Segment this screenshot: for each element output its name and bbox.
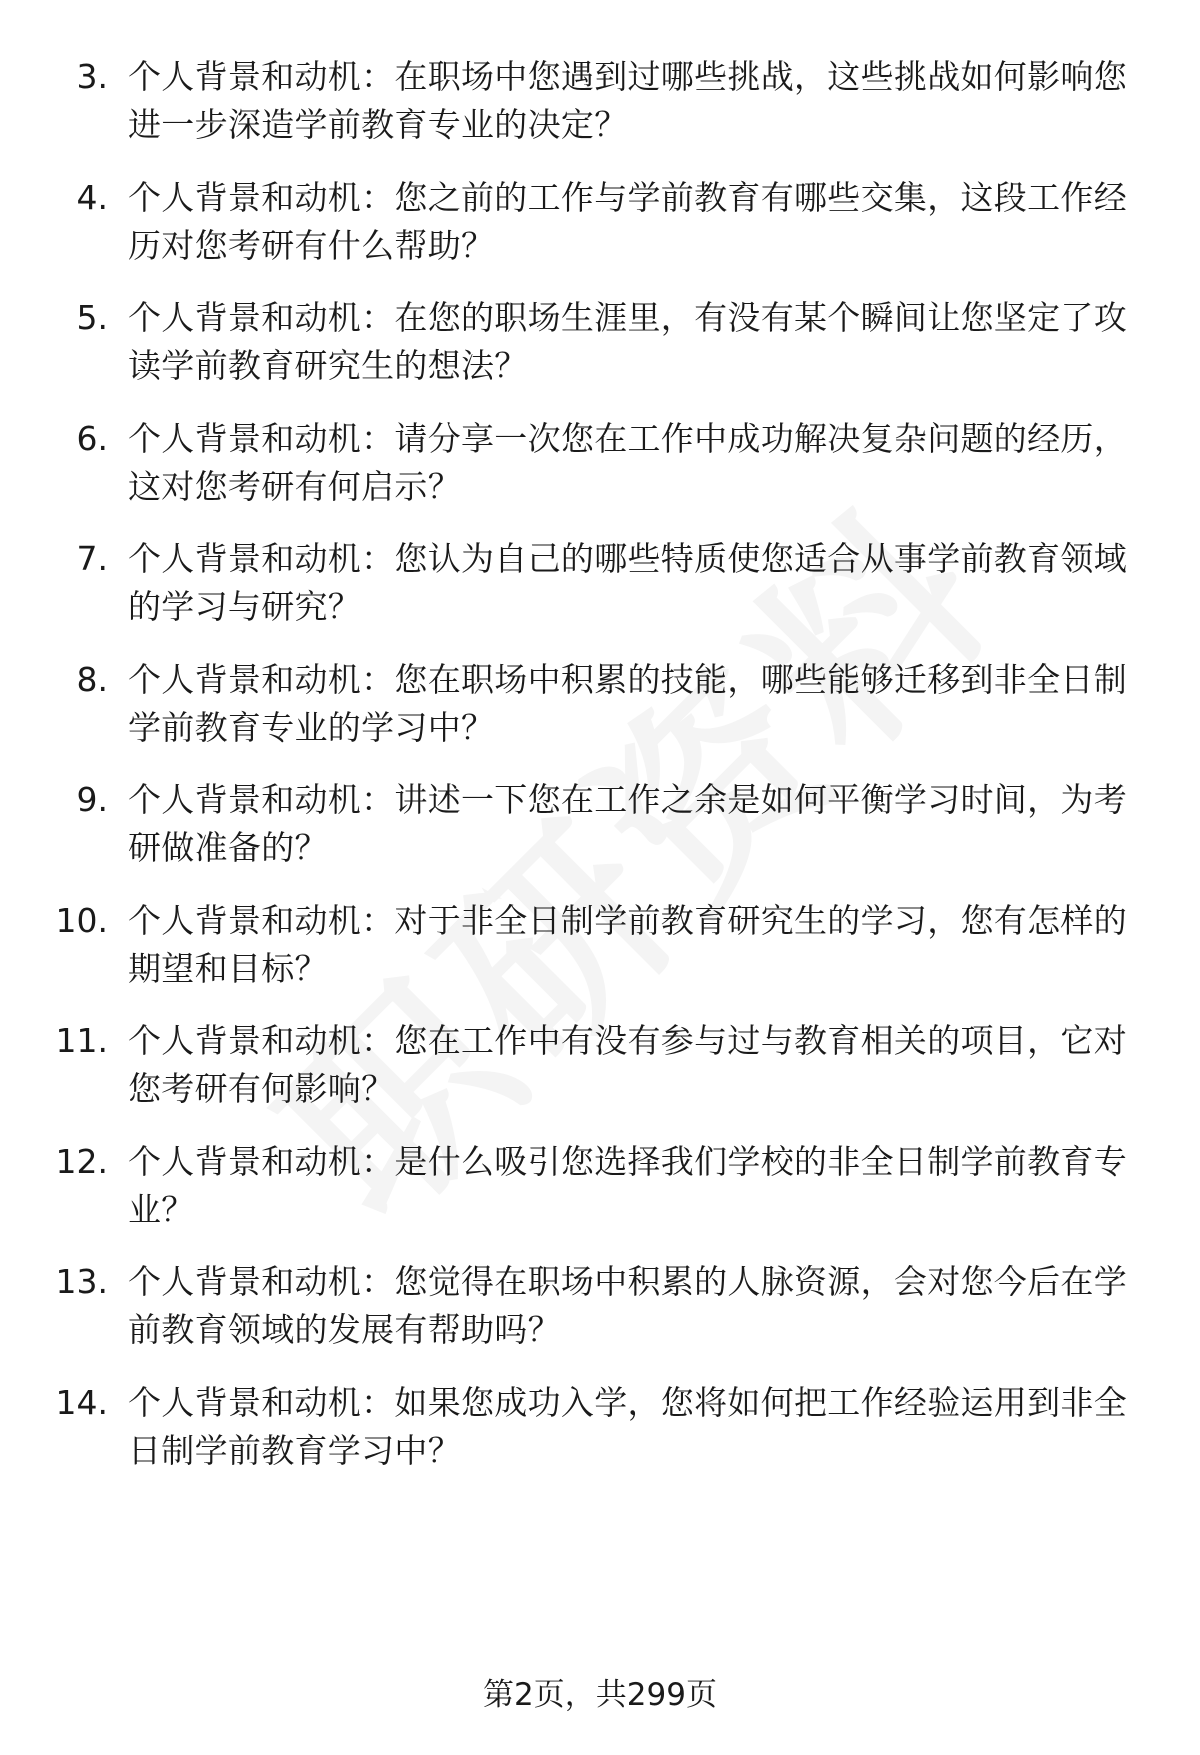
question-list <box>0 53 1200 1499</box>
list-item <box>0 294 1200 415</box>
list-item <box>0 1379 1200 1500</box>
question-number: 9. <box>76 780 108 819</box>
question-number: 11. <box>55 1021 108 1060</box>
list-item <box>0 776 1200 897</box>
list-item <box>0 656 1200 777</box>
list-item <box>0 53 1200 174</box>
question-number: 3. <box>76 57 108 96</box>
list-item <box>0 415 1200 536</box>
question-text: 个人背景和动机：是什么吸引您选择我们学校的非全日制学前教育专业？ <box>128 1141 1127 1229</box>
question-text: 个人背景和动机：请分享一次您在工作中成功解决复杂问题的经历，这对您考研有何启示？ <box>128 418 1127 506</box>
question-text: 个人背景和动机：对于非全日制学前教育研究生的学习，您有怎样的期望和目标？ <box>128 900 1127 988</box>
question-text: 个人背景和动机：如果您成功入学，您将如何把工作经验运用到非全日制学前教育学习中？ <box>128 1382 1127 1470</box>
list-item <box>0 174 1200 295</box>
question-number: 6. <box>76 418 108 458</box>
list-item <box>0 1138 1200 1259</box>
question-text: 个人背景和动机：您之前的工作与学前教育有哪些交集，这段工作经历对您考研有什么帮助？ <box>128 177 1127 265</box>
question-text: 个人背景和动机：在职场中您遇到过哪些挑战，这些挑战如何影响您进一步深造学前教育专业的决定？ <box>128 57 1127 144</box>
list-item <box>0 1017 1200 1138</box>
question-text: 个人背景和动机：您在工作中有没有参与过与教育相关的项目，它对您考研有何影响？ <box>128 1021 1127 1108</box>
question-text: 个人背景和动机：您在职场中积累的技能，哪些能够迁移到非全日制学前教育专业的学习中？ <box>128 659 1127 747</box>
question-number: 5. <box>76 298 108 337</box>
question-number: 8. <box>76 659 108 699</box>
question-text: 个人背景和动机：在您的职场生涯里，有没有某个瞬间让您坚定了攻读学前教育研究生的想法？ <box>128 298 1127 385</box>
question-number: 4. <box>76 177 108 217</box>
question-text: 个人背景和动机：您觉得在职场中积累的人脉资源，会对您今后在学前教育领域的发展有帮助吗？ <box>128 1262 1127 1349</box>
page-indicator: 第2页，共299页 <box>483 1677 717 1713</box>
question-text: 个人背景和动机：您认为自己的哪些特质使您适合从事学前教育领域的学习与研究？ <box>128 539 1127 626</box>
question-number: 7. <box>76 539 108 578</box>
list-item <box>0 897 1200 1018</box>
list-item <box>0 1258 1200 1379</box>
list-item <box>0 535 1200 656</box>
question-number: 14. <box>55 1382 108 1422</box>
question-number: 13. <box>55 1262 108 1301</box>
question-text: 个人背景和动机：讲述一下您在工作之余是如何平衡学习时间，为考研做准备的？ <box>128 780 1127 867</box>
question-number: 12. <box>55 1141 108 1181</box>
question-number: 10. <box>55 900 108 940</box>
